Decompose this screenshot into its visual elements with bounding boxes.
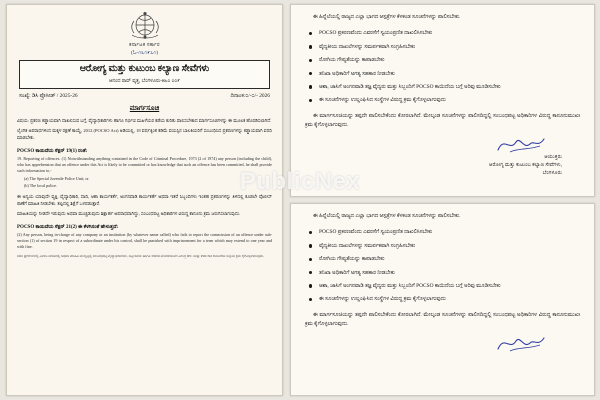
footnote-paragraph: ಸದರಿ ಪ್ರಕರಣಗಳಲ್ಲಿ ವಿಳಂಬ ಮಾಡಿದಲ್ಲಿ ಅಥವಾ ಮಾಹಿತಿ ಮುಚ್ಚಿಟ್ಟಲ್ಲಿ ಸಂಬಂಧಪಟ್ಟ ವೈದ್ಯಾಧಿಕಾರಿಗಳು, ಸಿಬ್ಬಂದಿಗಳು ಹಾಗೂ ಆಡಳಿತ ಮಂಡಳಿಯವರ ವಿರುದ್ಧ IPC ಮತ್ತು POCSO ಕಾಯಿದೆಯ ಅನ್ವಯ ಕ್ರಮ ಕೈಗೊಳ್ಳಲಾಗುವುದು. [17, 253, 265, 258]
circular-points-bottom [305, 228, 580, 303]
section-19-item-b: (b) The local police. [24, 182, 58, 188]
department-address: ಆನಂದ ರಾವ್ ವೃತ್ತ, ಬೆಂಗಳೂರು-೫೬೦ ೦೦೯ [108, 78, 181, 84]
list-item: ಈ ಸೂಚನೆಗಳನ್ನು ಉಲ್ಲಂಘಿಸಿದ ಸಂಸ್ಥೆಗಳ ವಿರುದ್ಧ ಕ್ರಮ ಕೈಗೊಳ್ಳಲಾಗುವುದು [307, 295, 580, 303]
signature-block-bottom [305, 333, 580, 353]
circular-intro-bottom: ಈ ಹಿನ್ನೆಲೆಯಲ್ಲಿ ರಾಜ್ಯದ ಎಲ್ಲಾ ಭಾಗದ ಆಸ್ಪತ್ರೆಗಳ ಕೆಳಕಂಡ ಸೂಚನೆಗಳನ್ನು ಪಾಲಿಸಬೇಕು. [313, 213, 461, 219]
signature-block-top [305, 134, 580, 177]
section-21-text: (2) Any person, being in-charge of any company or an institution (by whatever name called) who fails to report the commission of an offence under sub-section (1) of section 19 in respect of a subordinate under his control, shall be punished with imprisonment for a term which may extend to one year and with fine. [17, 231, 272, 250]
list-item: ರೋಗಿಯ ಗೌಪ್ಯತೆಯನ್ನು ಕಾಪಾಡಬೇಕು [307, 255, 580, 263]
list-item: ವೈದ್ಯಕೀಯ ದಾಖಲೆಗಳನ್ನು ಸಮರ್ಪಕವಾಗಿ ಸಂಗ್ರಹಿಸಬೇಕು [307, 43, 580, 51]
karnataka-emblem-icon [17, 11, 272, 41]
list-item: ರೋಗಿಯ ಗೌಪ್ಯತೆಯನ್ನು ಕಾಪಾಡಬೇಕು [307, 56, 580, 64]
signatory-place: ಬೆಂಗಳೂರು [542, 169, 562, 176]
section-19-heading: POCSO ಕಾಯಿದೆಯ ಸೆಕ್ಷನ್ 19(1) ರಂತೆ: [17, 148, 88, 154]
circular-points-top [305, 29, 580, 104]
list-item: ವೈದ್ಯಕೀಯ ದಾಖಲೆಗಳನ್ನು ಸಮರ್ಪಕವಾಗಿ ಸಂಗ್ರಹಿಸಬೇಕು [307, 242, 580, 250]
department-title-box [19, 60, 270, 89]
reference-row [17, 93, 272, 100]
duty-paragraph: ಈ ಅನ್ವಯ ಯಾವುದೇ ವ್ಯಕ್ತಿ, ವೈದ್ಯಾಧಿಕಾರಿ, ದಾದಿ, ಆಶಾ ಕಾರ್ಯಕರ್ತೆ, ಅಂಗನವಾಡಿ ಕಾರ್ಯಕರ್ತೆ ಅಥವಾ ಇತರೆ ಸಿಬ್ಬಂದಿಗಳು ಇಂತಹ ಪ್ರಕರಣಗಳನ್ನು ತಿಳಿದಲ್ಲಿ ಕೂಡಲೇ ಪೊಲೀಸ್ ಠಾಣೆಗೆ ಮಾಹಿತಿ ನೀಡಬೇಕು. ತಪ್ಪಿದಲ್ಲಿ ಶಿಕ್ಷೆಗೆ ಒಳಪಡುತ್ತಾರೆ. [17, 193, 272, 207]
subject-paragraph: ವಿಷಯ: ಪ್ರಕರಣ ಕಡ್ಡಾಯವಾಗಿ ದಾಖಲಿಸುವ ಬಗ್ಗೆ, ವೈದ್ಯಾಧಿಕಾರಿಗಳು ಹಾಗೂ ಗರ್ಭಿಣಿ ಮಹಿಳೆಯರ ಕಡೆಯ ಕುರಿತು ಪಾಲಿಸಬೇಕಾದ ಮಾರ್ಗಸೂಚಿಗಳನ್ನು ಈ ಮೂಲಕ ಹೊರಡಿಸಲಾಗಿದೆ. [17, 117, 272, 123]
government-order-page [6, 4, 283, 396]
seal-number: (ಓ-೧೬೧೯೭೧) [130, 50, 159, 56]
section-21-heading: POCSO ಕಾಯಿದೆಯ ಸೆಕ್ಷನ್ 21(2) ಈ ಕೆಳಗಿನಂತೆ ಹೇಳುತ್ತದೆ: [17, 224, 119, 230]
department-title: ಆರೋಗ್ಯ ಮತ್ತು ಕುಟುಂಬ ಕಲ್ಯಾಣ ಸೇವೆಗಳು [79, 64, 210, 74]
circular-intro-top: ಈ ಹಿನ್ನೆಲೆಯಲ್ಲಿ ರಾಜ್ಯದ ಎಲ್ಲಾ ಭಾಗದ ಆಸ್ಪತ್ರೆಗಳ ಕೆಳಕಂಡ ಸೂಚನೆಗಳನ್ನು ಪಾಲಿಸಬೇಕು. [313, 14, 461, 20]
list-item: ಈ ಸೂಚನೆಗಳನ್ನು ಉಲ್ಲಂಘಿಸಿದ ಸಂಸ್ಥೆಗಳ ವಿರುದ್ಧ ಕ್ರಮ ಕೈಗೊಳ್ಳಲಾಗುವುದು [307, 96, 580, 104]
list-item: ಆಶಾ, ಜಾಸಿಗೆ ಅಂಗನವಾಡಿ ತಜ್ಞ ವೈದ್ಯರು ಮತ್ತು ಸಿಬ್ಬಂದಿಗೆ POCSO ಕಾಯಿದೆಯ ಬಗ್ಗೆ ಅರಿವು ಮೂಡಿಸಬೇಕು [307, 282, 580, 290]
circular-page-top [290, 4, 595, 197]
signatory-office: ಆರೋಗ್ಯ ಮತ್ತು ಕುಟುಂಬ ಕಲ್ಯಾಣ ಸೇವೆಗಳು, [489, 161, 562, 168]
signature-icon [494, 134, 548, 154]
circular-closing-bottom: ಈ ಮಾರ್ಗಸೂಚಿಯನ್ನು ತಪ್ಪದೇ ಪಾಲಿಸಬೇಕೆಂದು ಕೋರಲಾಗಿದೆ. ಮೇಲ್ಕಂಡ ಸೂಚನೆಗಳನ್ನು ಪಾಲಿಸದಿದ್ದಲ್ಲಿ ಸಂಬಂಧಪಟ್ಟ ಅಧಿಕಾರಿಗಳ ವಿರುದ್ಧ ಕಾನೂನುಮುಖಃ ಕ್ರಮ ಕೈಗೊಳ್ಳಲಾಗುವುದು. [305, 311, 580, 327]
section-19-text: 19. Reporting of offences. (1) Notwithstanding anything contained in the Code of Criminal Procedure, 1973 (2 of 1974) any person (including the child), who has apprehension that an offence under this Act is likely to be committed or has knowledge that such an offence has been committed, he shall provide such information to,- [17, 155, 272, 174]
list-item: ತನಿಖಾ ಅಧಿಕಾರಿಗೆ ಅಗತ್ಯ ಸಹಕಾರ ನೀಡಬೇಕು [307, 70, 580, 78]
list-item: POCSO ಪ್ರಕರಣವೆಂದು ಎವರಸೆಗೆ ಸ್ವಯಂಪ್ರಣಿತ ದಾಖಲಿಸಿಸಬೇಕು [307, 228, 580, 236]
circular-closing-top: ಈ ಮಾರ್ಗಸೂಚಿಯನ್ನು ತಪ್ಪದೇ ಪಾಲಿಸಬೇಕೆಂದು ಕೋರಲಾಗಿದೆ. ಮೇಲ್ಕಂಡ ಸೂಚನೆಗಳನ್ನು ಪಾಲಿಸದಿದ್ದಲ್ಲಿ ಸಂಬಂಧಪಟ್ಟ ಅಧಿಕಾರಿಗಳ ವಿರುದ್ಧ ಕಾನೂನುಮುಖಃ ಕ್ರಮ ಕೈಗೊಳ್ಳಲಾಗುವುದು. [305, 112, 580, 128]
circular-page-bottom [290, 203, 595, 396]
order-date: ದಿನಾಂಕ:೦/-೦/- 2026 [230, 92, 270, 99]
government-line: ಕರ್ನಾಟಕ ಸರ್ಕಾರ [129, 42, 160, 48]
section-19-item-a: (a) The Special Juvenile Police Unit; or [24, 175, 89, 181]
watermark-text: PublicNex [239, 168, 361, 195]
reference-number: ಸಂಖ್ಯೆ: ಡಿಸಿ ಪ್ರೊಸೀಡ್ / 2025-26 [19, 92, 78, 99]
list-item: ತನಿಖಾ ಅಧಿಕಾರಿಗೆ ಅಗತ್ಯ ಸಹಕಾರ ನೀಡಬೇಕು [307, 269, 580, 277]
list-item: ಆಶಾ, ಜಾಸಿಗೆ ಅಂಗನವಾಡಿ ತಜ್ಞ ವೈದ್ಯರು ಮತ್ತು ಸಿಬ್ಬಂದಿಗೆ POCSO ಕಾಯಿದೆಯ ಬಗ್ಗೆ ಅರಿವು ಮೂಡಿಸಬೇಕು [307, 83, 580, 91]
signatory-title: ಆಯುಕ್ತರು [544, 154, 562, 161]
guideline-heading: ಮಾರ್ಗಸೂಚಿ [129, 103, 160, 112]
act-paragraph: ಲೈಂಗಿಕ ಅಪರಾಧಗಳಿಂದ ಮಕ್ಕಳ ರಕ್ಷಣೆ ಕಾಯ್ದೆ, 2012 (POCSO Act) ಅಡಿಯಲ್ಲಿ, 18 ವರ್ಷಕ್ಕಿಂತ ಕಡಿಮೆ ವಯಸ್ಸಿನ ಬಾಲಕಿಯರಿಗೆ ಸಂಬಂಧಿಸಿದ ಪ್ರಕರಣಗಳನ್ನು ಕಡ್ಡಾಯವಾಗಿ ವರದಿ ಮಾಡಬೇಕು. [17, 128, 272, 141]
signature-icon [494, 333, 548, 353]
penalty-paragraph: ಮಾಹಿತಿಯನ್ನು ನೀಡದೇ ಇರುವುದು ಅಥವಾ ಮುಚ್ಚಿಡುವುದು ಶಿಕ್ಷಾರ್ಹ ಅಪರಾಧವಾಗಿದ್ದು, ಸಂಬಂಧಪಟ್ಟ ಅಧಿಕಾರಿಗಳ ವಿರುದ್ಧ ಕಾನೂನು ಕ್ರಮ ಜರುಗಿಸಲಾಗುವುದು. [17, 211, 241, 217]
list-item: POCSO ಪ್ರಕರಣವೆಂದು ಎವರಸೆಗೆ ಸ್ವಯಂಪ್ರಣಿತ ದಾಖಲಿಸಿಸಬೇಕು [307, 29, 580, 37]
